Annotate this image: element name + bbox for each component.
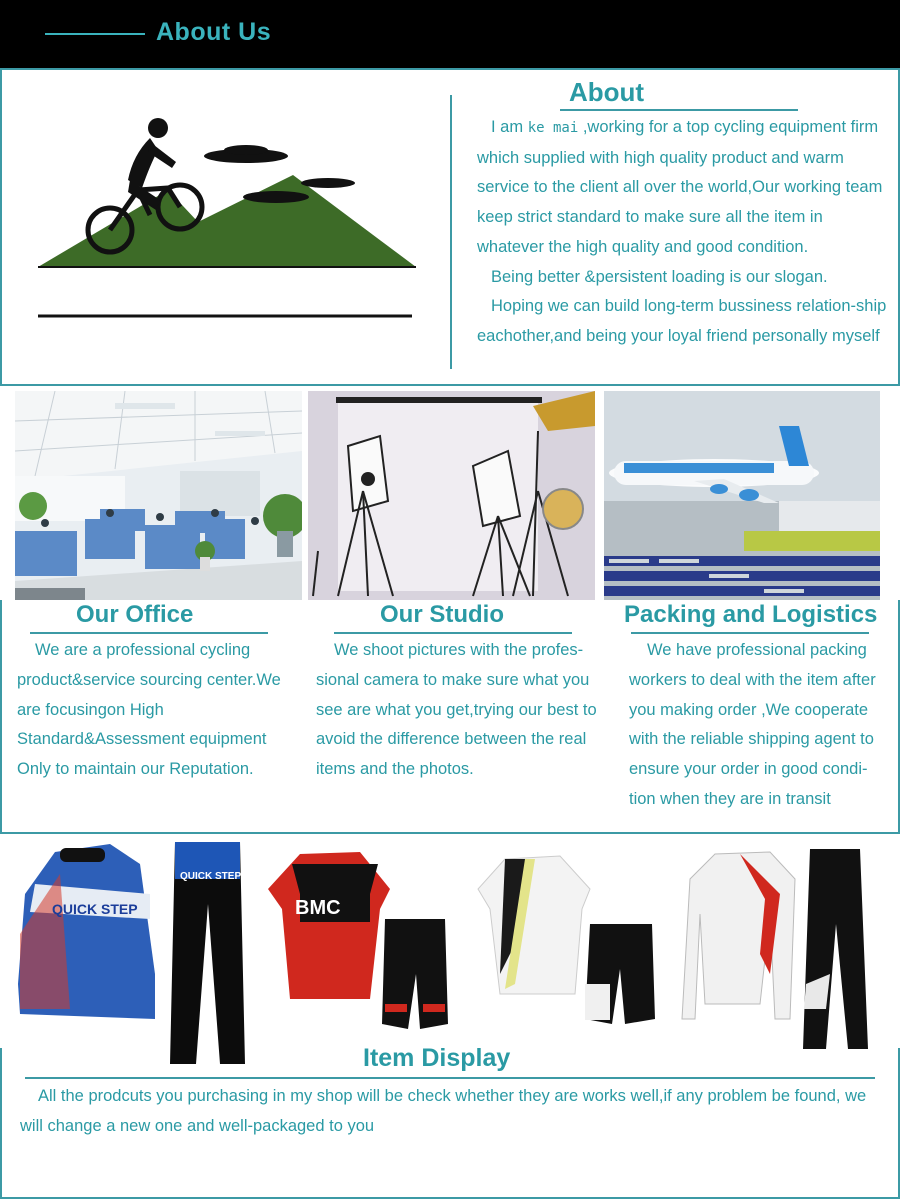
item-display-text — [20, 1081, 880, 1141]
logistics-text-body: We have professional packing workers to deal with the item after you making order ,We cooperate with the reliable shipping agent to ensure your order in good condi-tion when they are in transit — [629, 641, 876, 808]
shorts-white-image — [585, 924, 655, 1024]
jersey-quickstep-image — [18, 844, 155, 1019]
header-bar — [0, 0, 900, 68]
pants-quickstep-label: QUICK STEP — [180, 871, 242, 882]
about-intro — [477, 113, 887, 263]
studio-photo — [308, 391, 595, 600]
page-title: About Us — [156, 18, 272, 46]
about-hope: Hoping we can build long-term bussiness relation-ship eachother,and being your loyal friend personally myself — [477, 297, 887, 345]
office-underline — [30, 632, 268, 634]
logistics-title: Packing and Logistics — [624, 601, 878, 628]
logistics-underline — [631, 632, 869, 634]
studio-text-body: We shoot pictures with the profes-sional camera to make sure what you see are what you get,trying our best to avoid the difference between the real items and the photos. — [316, 641, 597, 779]
about-intro-after: ,working for a top cycling equipment firm which supplied with high quality product and warm service to the client all over the world,Our working team keep strict standard to make sure all the item in whatever the high quality and good condition. — [477, 118, 883, 256]
jersey-bmc-image — [268, 852, 390, 999]
about-text — [477, 113, 887, 352]
studio-underline — [334, 632, 572, 634]
products-showcase — [0, 834, 900, 1064]
jersey-bmc-label: BMC — [295, 897, 341, 919]
office-title: Our Office — [76, 601, 194, 628]
logistics-photo — [604, 391, 880, 600]
office-photo — [15, 391, 302, 600]
studio-title: Our Studio — [380, 601, 504, 628]
item-display-underline — [25, 1077, 875, 1079]
pants-quickstep-image — [170, 842, 245, 1064]
cycling-logo — [38, 110, 416, 325]
item-display-title: Item Display — [363, 1044, 511, 1072]
studio-text — [316, 636, 606, 785]
office-text — [17, 636, 300, 785]
about-divider — [450, 95, 452, 369]
office-text-body: We are a professional cycling product&service sourcing center.We are focusingon High Standard&Assessment equipment Only to maintain our Reputation. — [17, 641, 281, 779]
shorts-bmc-image — [382, 919, 448, 1029]
pants-longsleeve-image — [803, 849, 868, 1049]
jersey-quickstep-label: QUICK STEP — [52, 901, 138, 917]
jersey-longsleeve-image — [682, 852, 795, 1019]
logistics-text — [629, 636, 891, 815]
about-underline — [560, 109, 798, 111]
about-title: About — [569, 77, 645, 107]
about-intro-before: I am — [491, 118, 528, 136]
item-display-text-body: All the prodcuts you purchasing in my shop will be check whether they are works well,if any problem be found, we will change a new one and well-packaged to you — [20, 1087, 867, 1135]
jersey-white-image — [478, 856, 590, 994]
about-name: ke mai — [527, 120, 579, 136]
header-line — [45, 33, 145, 35]
about-slogan: Being better &persistent loading is our slogan. — [491, 267, 828, 286]
